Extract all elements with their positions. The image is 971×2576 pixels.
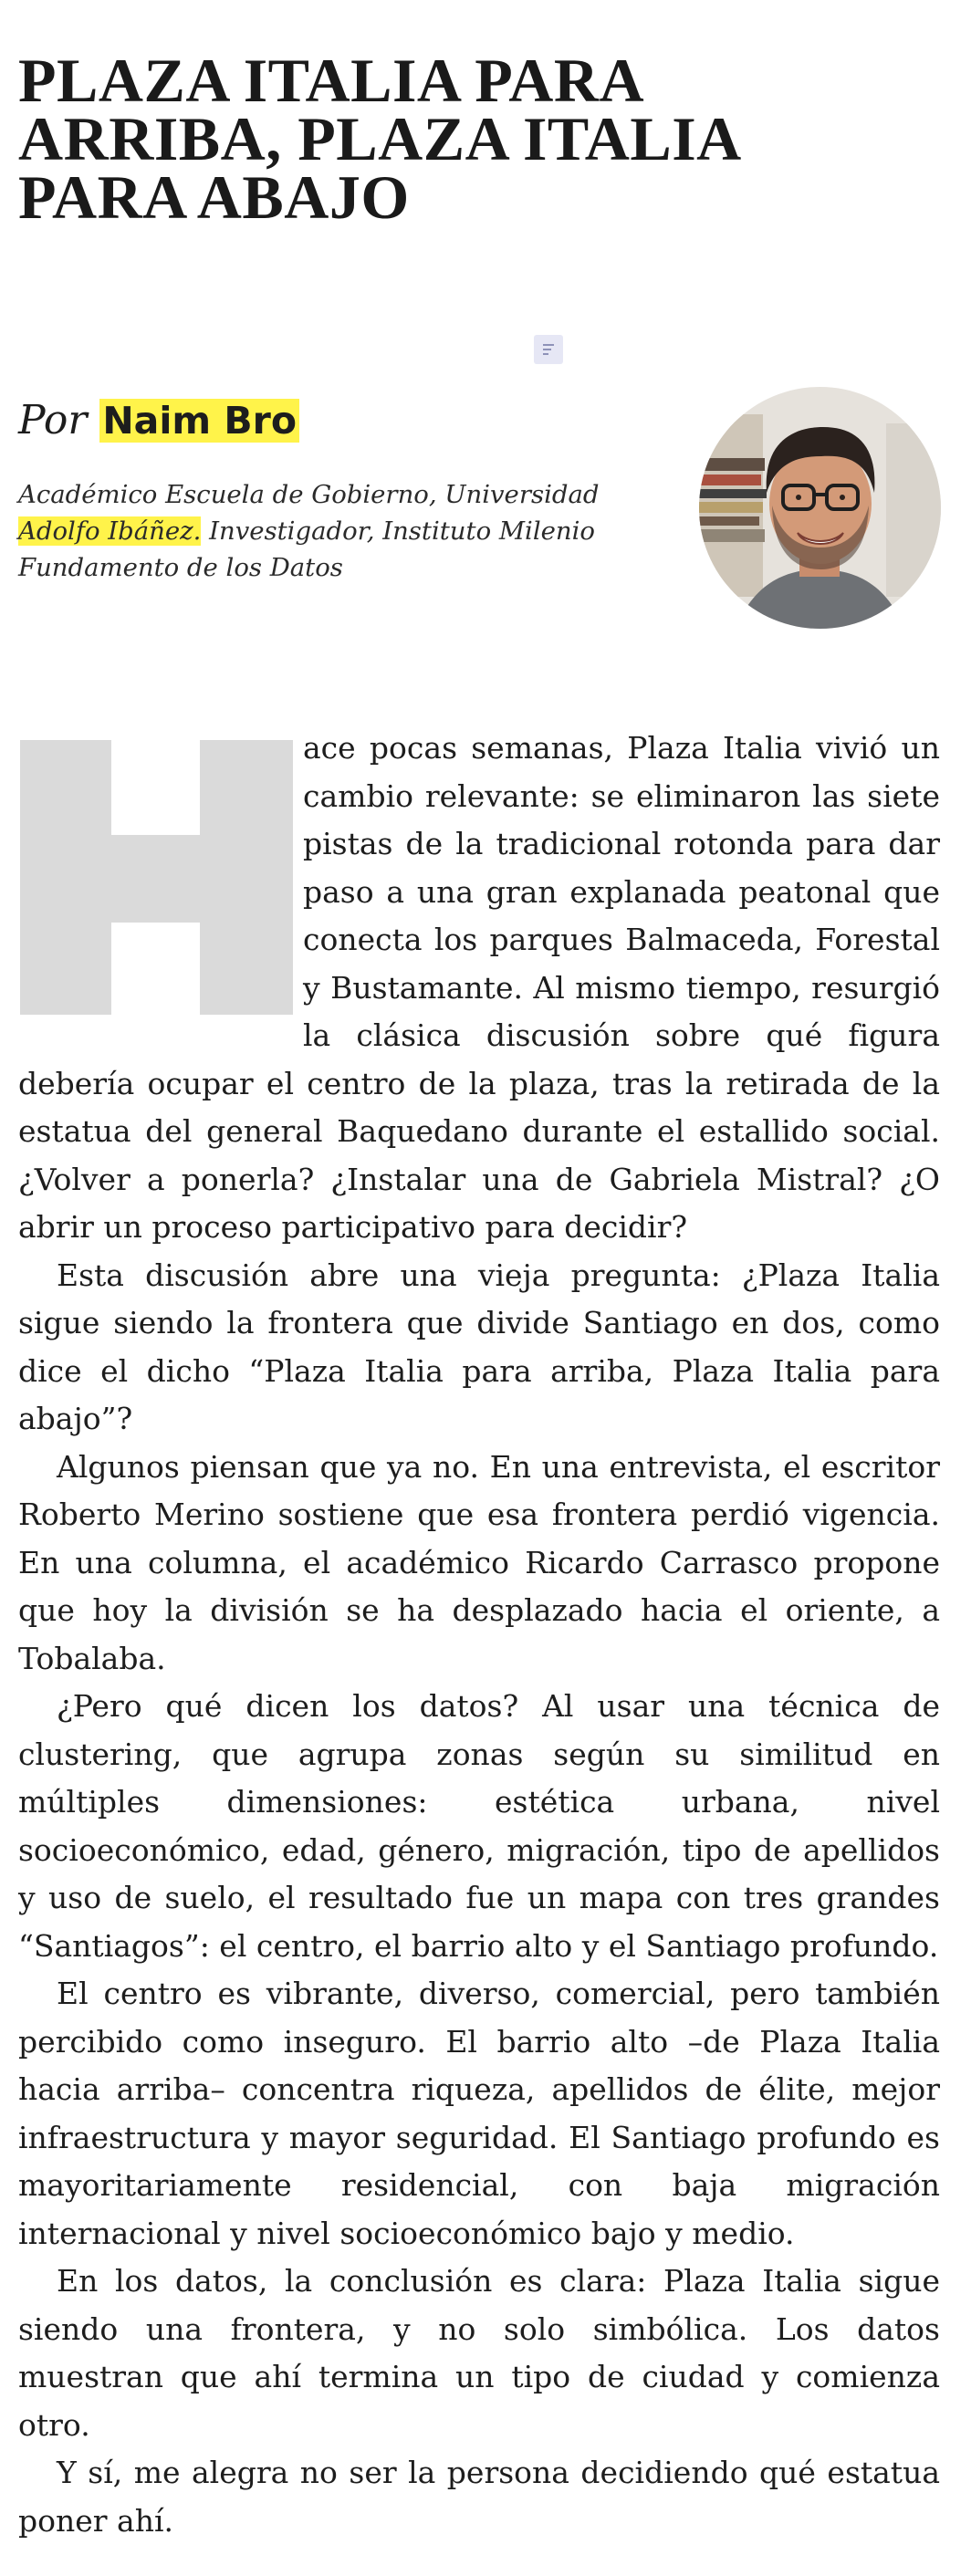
byline [18,394,299,447]
article-body [18,725,940,2545]
paragraph: Y sí, me alegra no ser la persona decidiendo qué estatua poner ahí. [18,2455,940,2539]
affiliation-text-end: Investigador, Instituto Milenio Fundamento de los Datos [18,516,595,582]
paragraph: ¿Pero qué dicen los datos? Al usar una técnica de clustering, que agrupa zonas según su similitud en múltiples dimensiones: estética urbana, nivel socioeconómico, edad, género, migración, tipo de apellidos y uso de suelo, el resultado fue un mapa con tres grandes “Santiagos”: el centro, el barrio alto y el Santiago profundo. [18,1688,940,1964]
author-affiliation [18,476,675,586]
paragraph: El centro es vibrante, diverso, comercial, pero también percibido como inseguro. El barrio alto –de Plaza Italia hacia arriba– concentra riqueza, apellidos de élite, mejor infraestructura y mayor seguridad. El Santiago profundo es mayoritariamente residencial, con baja migración internacional y nivel socioeconómico bajo y medio. [18,1976,940,2251]
affiliation-highlight: Adolfo Ibáñez. [18,516,202,546]
paragraph: ace pocas semanas, Plaza Italia vivió un cambio relevante: se eliminaron las siete pistas de la tradicional rotonda para dar paso a una gran explanada peatonal que conecta los parques Balmaceda, Forestal y Bustamante. Al mismo tiempo, resurgió la clásica discusión sobre qué figura debería ocupar el centro de la plaza, tras la retirada de la estatua del general Baquedano durante el estallido social. ¿Volver a ponerla? ¿Instalar una de Gabriela Mistral? ¿O abrir un proceso participativo para decidir? [18,730,940,1245]
paragraph: Algunos piensan que ya no. En una entrevista, el escritor Roberto Merino sostiene que esa frontera perdió vigencia. En una columna, el académico Ricardo Carrasco propone que hoy la división se ha desplazado hacia el oriente, a Tobalaba. [18,1448,940,1676]
paragraph: En los datos, la conclusión es clara: Plaza Italia sigue siendo una frontera, y no solo simbólica. Los datos muestran que ahí termina un tipo de ciudad y comienza otro. [18,2263,940,2443]
note-icon[interactable] [534,335,563,364]
author-portrait [699,387,941,629]
author-name: Naim Bro [99,399,299,443]
headline: PLAZA ITALIA PARA ARRIBA, PLAZA ITALIA PARA ABAJO [18,46,739,232]
affiliation-text: Académico Escuela de Gobierno, Universidad [18,480,600,509]
paragraph: Esta discusión abre una vieja pregunta: ¿Plaza Italia sigue siendo la frontera que divide Santiago en dos, como dice el dicho “Plaza Italia para arriba, Plaza Italia para abajo”? [18,1257,940,1436]
byline-prefix: Por [18,397,88,443]
